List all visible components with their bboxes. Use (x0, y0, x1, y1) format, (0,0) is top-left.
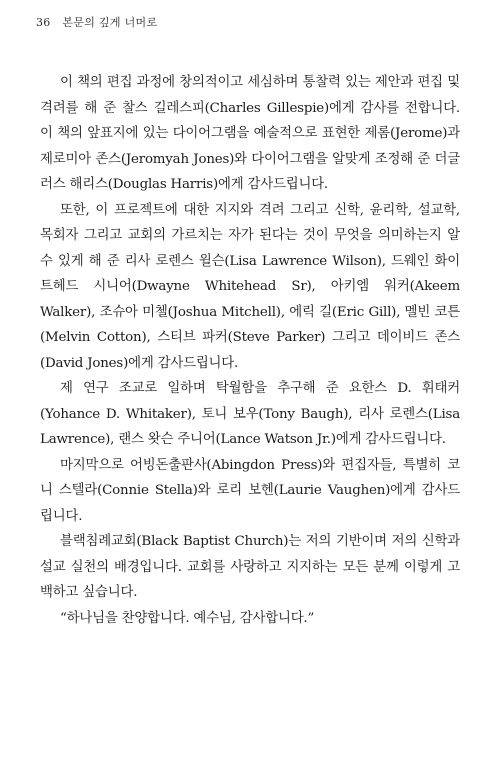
body-text (40, 70, 460, 631)
paragraph: 또한, 이 프로젝트에 대한 지지와 격려 그리고 신학, 윤리학, 설교학, 목회자 그리고 교회의 가르치는 자가 된다는 것이 무엇을 의미하는지 알 수 있게 해 준 리사 로렌스 윌슨(Lisa Lawrence Wilson), 드웨인 화이트헤드 시니어(Dwayne Whitehead Sr), 아키엠 워커(Akeem Walker), 조슈아 미첼(Joshua Mitchell), 에릭 길(Eric Gill), 멜빈 코튼(Melvin Cotton), 스티브 파커(Steve Parker) 그리고 데이비드 존스(David Jones)에게 감사드립니다. (40, 202, 460, 371)
paragraph: 블랙침례교회(Black Baptist Church)는 저의 기반이며 저의 신학과 설교 실천의 배경입니다. 교회를 사랑하고 지지하는 모든 분께 이렇게 고백하고 싶습니다. (40, 534, 460, 600)
paragraph: 제 연구 조교로 일하며 탁월함을 추구해 준 요한스 D. 휘태커(Yohance D. Whitaker), 토니 보우(Tony Baugh), 리사 로렌스(Lisa Lawrence), 랜스 왓슨 주니어(Lance Watson Jr.)에게 감사드립니다. (40, 381, 460, 447)
running-header (36, 14, 157, 30)
paragraph: 이 책의 편집 과정에 창의적이고 세심하며 통찰력 있는 제안과 편집 및 격려를 해 준 찰스 길레스피(Charles Gillespie)에게 감사를 전합니다. 이 책의 앞표지에 있는 다이어그램을 예술적으로 표현한 제롬(Jerome)과 제로미아 존스(Jeromyah Jones)와 다이어그램을 알맞게 조정해 준 더글러스 해리스(Douglas Harris)에게 감사드립니다. (40, 75, 460, 192)
closing-quote: “하나님을 찬양합니다. 예수님, 감사합니다.” (60, 610, 315, 626)
running-title: 본문의 깊게 너머로 (62, 16, 158, 29)
paragraph: 마지막으로 어빙돈출판사(Abingdon Press)와 편집자들, 특별히 코니 스텔라(Connie Stella)와 로리 보헨(Laurie Vaughen)에게 감사드립니다. (40, 457, 460, 524)
page-number: 36 (36, 16, 51, 29)
